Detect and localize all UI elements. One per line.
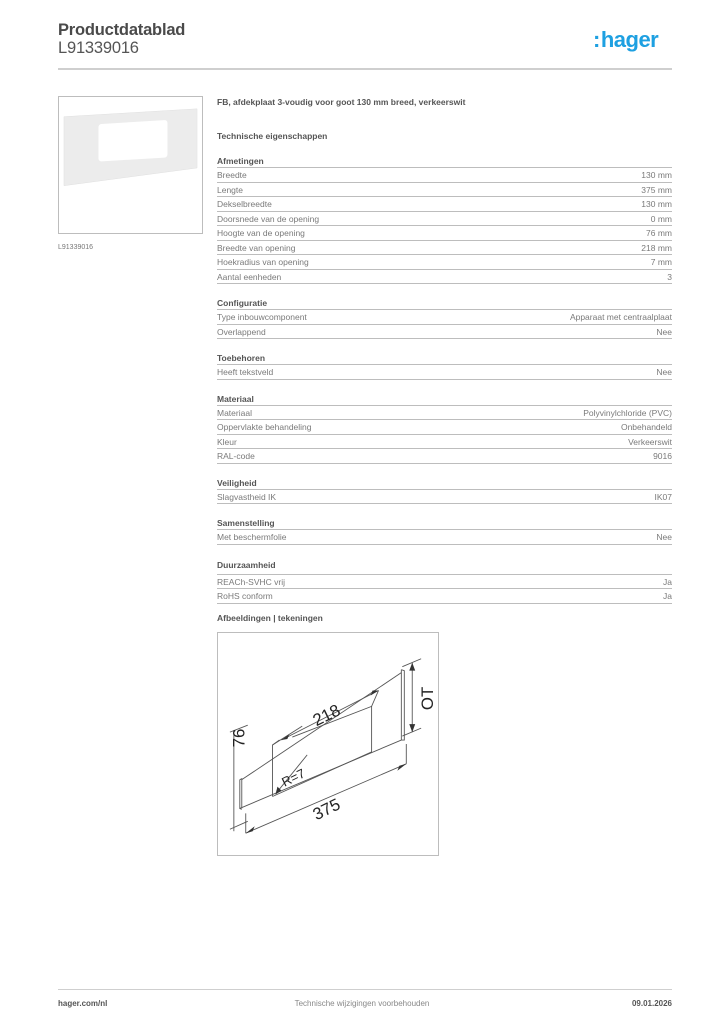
table-row xyxy=(217,575,672,590)
technical-heading: Technische eigenschappen xyxy=(217,131,328,141)
section-title: Toebehoren xyxy=(217,352,672,365)
row-label: RAL-code xyxy=(217,451,255,461)
technical-drawing xyxy=(217,632,439,856)
row-value: 375 mm xyxy=(641,184,672,195)
table-row xyxy=(217,183,672,198)
table-row xyxy=(217,406,672,421)
row-label: Doorsnede van de opening xyxy=(217,213,320,224)
table-row xyxy=(217,325,672,340)
dim-length: 375 xyxy=(309,794,344,825)
row-value: 0 mm xyxy=(650,213,672,224)
table-row xyxy=(217,212,672,227)
dim-depth: OT xyxy=(418,686,438,711)
section-title: Materiaal xyxy=(217,393,672,406)
footer-divider xyxy=(58,989,672,990)
row-value: Ja xyxy=(663,576,672,587)
row-label: RoHS conform xyxy=(217,591,273,601)
table-row xyxy=(217,435,672,450)
table-row xyxy=(217,530,672,545)
dim-corner-radius: R=7 xyxy=(279,765,308,790)
table-row xyxy=(217,310,672,325)
table-row xyxy=(217,226,672,241)
row-label: Dekselbreedte xyxy=(217,199,272,209)
row-label: Overlappend xyxy=(217,326,266,337)
section-title: Samenstelling xyxy=(217,517,672,530)
table-row xyxy=(217,270,672,285)
row-value: 130 mm xyxy=(641,199,672,209)
section-duurzaamheid xyxy=(217,558,672,604)
row-label: Breedte xyxy=(217,170,247,180)
table-row xyxy=(217,449,672,464)
table-row xyxy=(217,197,672,212)
section-materiaal xyxy=(217,393,672,464)
dimension-drawing xyxy=(218,633,438,855)
row-label: Oppervlakte behandeling xyxy=(217,422,312,432)
product-description: FB, afdekplaat 3-voudig voor goot 130 mm breed, verkeerswit xyxy=(217,97,466,107)
section-configuratie xyxy=(217,297,672,339)
table-row xyxy=(217,168,672,183)
row-value: 9016 xyxy=(653,451,672,461)
logo-text: hager xyxy=(600,27,659,52)
footer-website: hager.com/nl xyxy=(58,999,108,1008)
section-title: Veiligheid xyxy=(217,477,672,490)
row-label: Type inbouwcomponent xyxy=(217,312,307,322)
section-afmetingen xyxy=(217,155,672,284)
footer-date: 09.01.2026 xyxy=(631,999,672,1008)
row-value: 3 xyxy=(667,271,672,282)
row-label: Lengte xyxy=(217,184,243,195)
row-value: 218 mm xyxy=(641,242,672,253)
product-code: L91339016 xyxy=(58,39,139,57)
row-value: Ja xyxy=(663,591,672,601)
page-title: Productdatablad xyxy=(58,21,186,39)
row-value: Nee xyxy=(656,326,672,337)
row-label: Hoogte van de opening xyxy=(217,228,305,238)
row-label: Met beschermfolie xyxy=(217,532,287,542)
section-samenstelling xyxy=(217,517,672,545)
dim-opening-height: 76 xyxy=(229,728,249,748)
section-title: Duurzaamheid xyxy=(217,558,672,575)
image-caption: L91339016 xyxy=(58,244,94,251)
row-label: Heeft tekstveld xyxy=(217,367,274,377)
table-row xyxy=(217,365,672,380)
row-label: Kleur xyxy=(217,436,237,447)
row-value: Apparaat met centraalplaat xyxy=(569,312,672,322)
row-value: Nee xyxy=(656,367,672,377)
product-image xyxy=(58,96,203,234)
row-value: Polyvinylchloride (PVC) xyxy=(583,407,672,418)
section-veiligheid xyxy=(217,477,672,505)
table-row xyxy=(217,420,672,435)
row-value: Verkeerswit xyxy=(628,436,672,447)
row-label: Aantal eenheden xyxy=(217,271,282,282)
row-value: Onbehandeld xyxy=(620,422,672,432)
table-row xyxy=(217,589,672,604)
header-divider xyxy=(58,68,672,70)
row-value: 7 mm xyxy=(650,257,672,267)
row-value: 130 mm xyxy=(641,170,672,180)
row-label: Breedte van opening xyxy=(217,242,296,253)
row-value: IK07 xyxy=(654,491,672,502)
logo-colon: : xyxy=(593,27,600,52)
footer-disclaimer: Technische wijzigingen voorbehouden xyxy=(294,999,430,1008)
drawings-heading: Afbeeldingen | tekeningen xyxy=(217,613,323,623)
hager-logo xyxy=(593,29,658,51)
table-row xyxy=(217,255,672,270)
row-label: Materiaal xyxy=(217,407,252,418)
row-label: Hoekradius van opening xyxy=(217,257,309,267)
dim-opening-width: 218 xyxy=(309,700,344,730)
table-row xyxy=(217,490,672,505)
cover-plate-illustration xyxy=(59,97,202,233)
section-toebehoren xyxy=(217,352,672,380)
section-title: Afmetingen xyxy=(217,155,672,168)
row-label: Slagvastheid IK xyxy=(217,491,277,502)
row-label: REACh-SVHC vrij xyxy=(217,576,286,587)
section-title: Configuratie xyxy=(217,297,672,310)
datasheet-content xyxy=(217,96,672,604)
row-value: Nee xyxy=(656,532,672,542)
row-value: 76 mm xyxy=(646,228,672,238)
table-row xyxy=(217,241,672,256)
